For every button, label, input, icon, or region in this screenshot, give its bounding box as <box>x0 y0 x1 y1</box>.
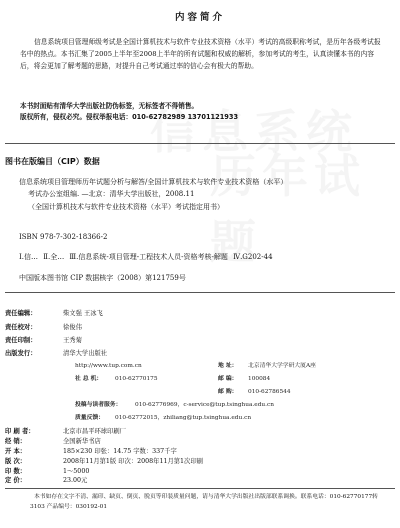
print-value: 23.00元 <box>63 477 88 484</box>
divider <box>5 488 395 489</box>
cip-classification: Ⅰ.信… Ⅱ.全… Ⅲ.信息系统-项目管理-工程技术人员-资格考核-解题 Ⅳ.G202-44 <box>19 253 273 261</box>
credit-value: 清华大学出版社 <box>63 350 108 357</box>
divider <box>5 143 395 144</box>
print-format <box>5 447 177 456</box>
credit-editor <box>5 309 103 318</box>
print-label: 印 刷 者： <box>5 428 35 435</box>
quality-value: 010-62772015，zhiliang@tup.tsinghua.edu.cn <box>115 415 252 421</box>
submit-label: 投稿与读者服务： <box>75 402 122 408</box>
print-distributor <box>5 437 101 446</box>
mail-label: 邮 购： <box>218 389 238 395</box>
divider <box>5 292 395 293</box>
publisher-address <box>218 362 316 371</box>
publisher-quality-feedback <box>75 414 251 423</box>
print-value: 2008年11月第1版 印次：2008年11月第1次印刷 <box>63 458 203 465</box>
credit-label: 责任编辑： <box>5 310 37 317</box>
print-label: 经 销： <box>5 438 27 445</box>
isbn: ISBN 978-7-302-18366-2 <box>19 233 108 241</box>
credit-value: 柴文强 王冰飞 <box>63 310 103 317</box>
credit-value: 王秀菊 <box>63 337 82 344</box>
submit-value: 010-62776969，c-service@tup.tsinghua.edu.cn <box>135 402 274 408</box>
print-printer <box>5 427 126 436</box>
print-value: 北京市昌平环球印刷厂 <box>63 428 126 435</box>
publisher-reader-service <box>75 401 274 410</box>
print-run <box>5 467 89 476</box>
postcode-label: 邮 编： <box>218 376 238 382</box>
cip-data-number: 中国版本图书馆 CIP 数据核字（2008）第121759号 <box>19 274 186 282</box>
postcode-value: 100084 <box>248 376 271 382</box>
print-value: 185×230 印张：14.75 字数：337千字 <box>63 448 177 455</box>
print-label: 定 价： <box>5 477 27 484</box>
publisher-postcode <box>218 375 270 384</box>
cip-heading: 图书在版编目（CIP）数据 <box>5 157 100 166</box>
page-title: 内容简介 <box>174 12 225 23</box>
address-value: 北京清华大学学研大厦A座 <box>248 363 316 369</box>
address-label: 地 址： <box>218 363 238 369</box>
print-value: 1～5000 <box>63 468 90 475</box>
print-edition <box>5 457 203 466</box>
print-label: 印 数： <box>5 468 27 475</box>
switchboard-label: 社 总 机： <box>75 376 103 382</box>
piracy-line: 本书封面贴有清华大学出版社防伪标签，无标签者不得销售。 <box>20 102 199 110</box>
credit-printing-supervisor <box>5 336 82 345</box>
switchboard-value: 010-62770175 <box>115 376 158 382</box>
credit-label: 责任校对： <box>5 324 37 331</box>
credit-value: 徐俊伟 <box>63 324 82 331</box>
cip-series-line: （全国计算机技术与软件专业技术资格（水平）考试指定用书） <box>28 202 224 211</box>
publisher-website <box>75 362 142 371</box>
credit-label: 出版发行： <box>5 350 37 357</box>
print-value: 全国新华书店 <box>63 438 101 445</box>
publisher-switchboard <box>75 375 158 384</box>
quality-notice: 本书如存在文字不清、漏印、缺页、倒页、脱页等印装质量问题，请与清华大学出版社出版部联系调换。联系电话：010-62770177转3103 产品编号：030192-01 <box>30 494 378 510</box>
credit-publisher <box>5 349 107 358</box>
website-value: http://www.tup.com.cn <box>75 363 142 369</box>
credit-label: 责任印制： <box>5 337 37 344</box>
print-label: 版 次： <box>5 458 27 465</box>
print-label: 开 本： <box>5 448 27 455</box>
mail-value: 010-62786544 <box>248 389 291 395</box>
quality-label: 质量反馈： <box>75 415 104 421</box>
cip-title-line: 信息系统项目管理师历年试题分析与解答/全国计算机技术与软件专业技术资格（水平） <box>19 178 288 186</box>
publisher-mail-order <box>218 388 291 397</box>
credit-proofreader <box>5 323 82 332</box>
intro-paragraph: 信息系统项目管理师级考试是全国计算机技术与软件专业技术资格（水平）考试的高级职称考试，是历年各级考试报名中的热点。本书汇集了2005上半年至2008上半年的所有试题和权威的解析，参加考试的考生，认真读懂本书的内容后，将会更加了解考题的思路，对提升自己考试通过率的信心会有极大的帮助。 <box>20 38 381 71</box>
print-price <box>5 476 93 485</box>
cip-title-line: 考试办公室组编. —北京：清华大学出版社，2008.11 <box>28 190 195 199</box>
piracy-line: 版权所有，侵权必究。侵权举报电话：010-62782989 13701121933 <box>20 112 239 121</box>
cip-title-block <box>19 176 388 213</box>
piracy-notice <box>20 101 384 122</box>
